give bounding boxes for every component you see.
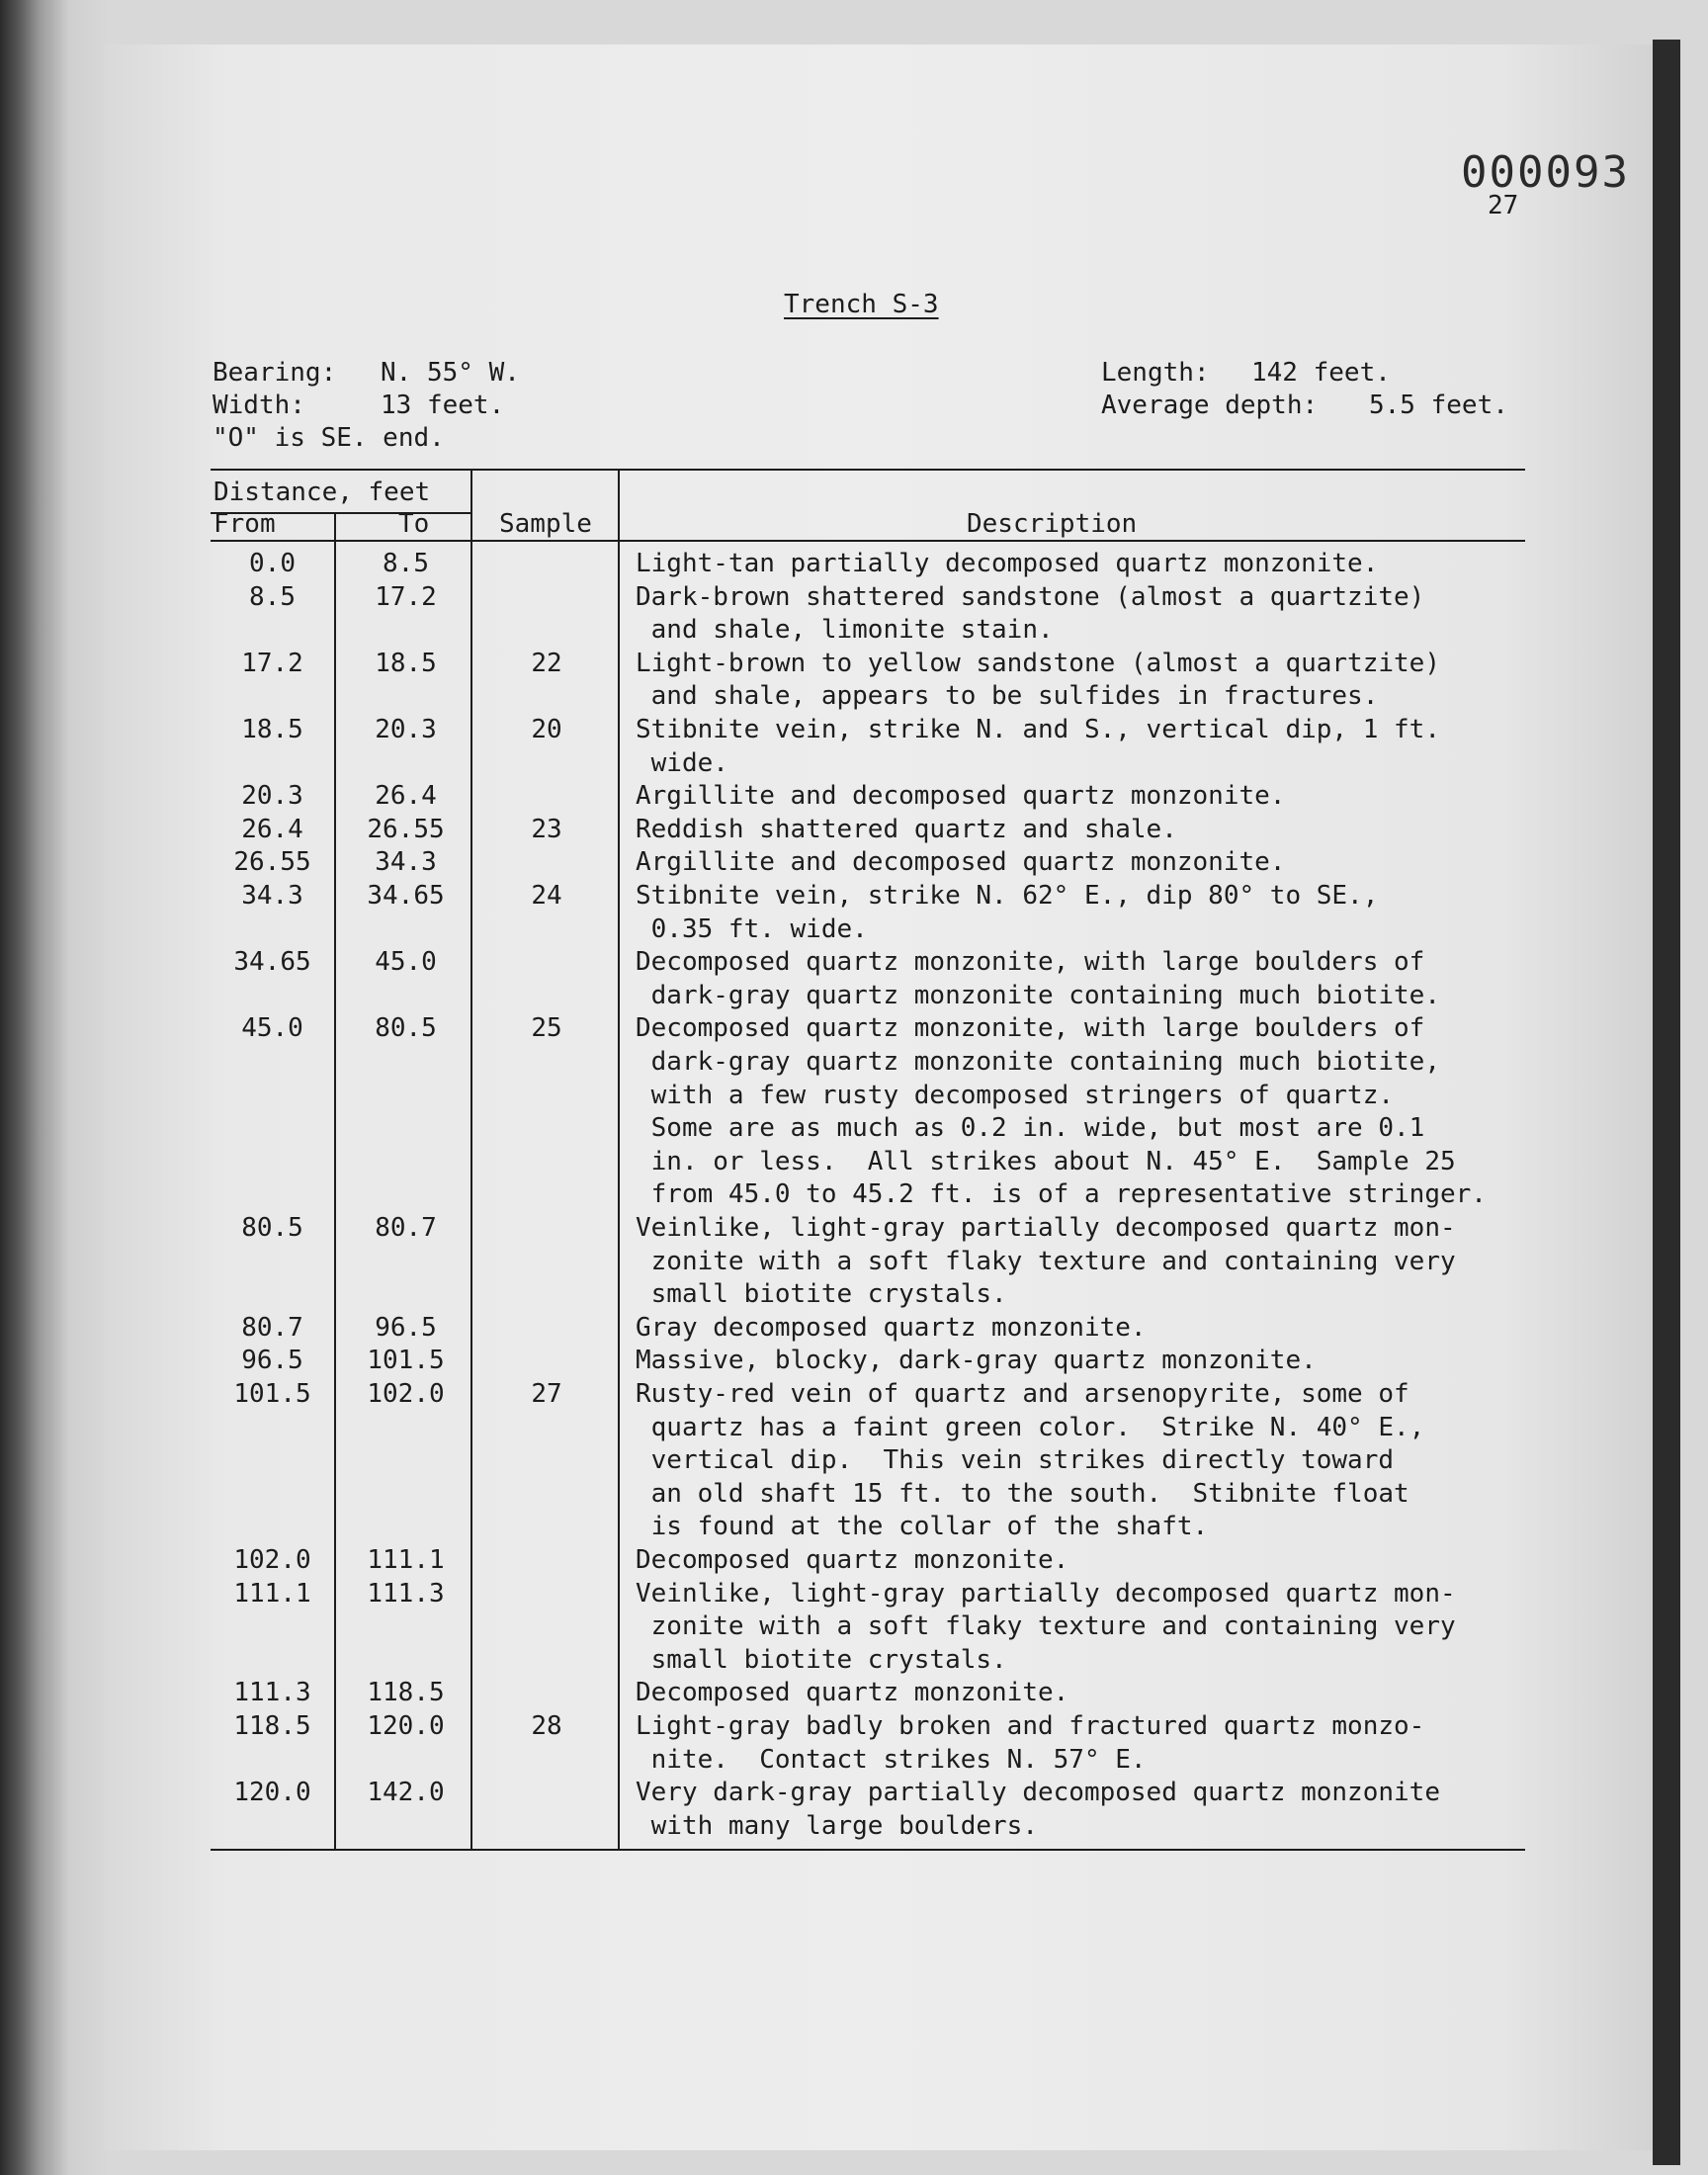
table-top-rule <box>211 469 1525 471</box>
description-line: dark-gray quartz monzonite containing much biotite, <box>636 1046 1440 1077</box>
description-line: Light-tan partially decomposed quartz monzonite. <box>636 549 1379 578</box>
from-cell: 118.5 <box>233 1711 311 1741</box>
from-cell: 0.0 <box>249 549 296 578</box>
description-line: small biotite crystals. <box>636 1644 1007 1675</box>
description-line: quartz has a faint green color. Strike N. 40° E., <box>636 1412 1425 1442</box>
description-line: an old shaft 15 ft. to the south. Stibnite float <box>636 1478 1409 1509</box>
to-cell: 18.5 <box>375 648 437 678</box>
from-cell: 80.5 <box>241 1213 303 1243</box>
table-bottom-rule <box>211 1849 1525 1851</box>
description-line: Stibnite vein, strike N. 62° E., dip 80° to SE., <box>636 881 1379 911</box>
sample-description-divider <box>618 469 620 1849</box>
description-line: Decomposed quartz monzonite. <box>636 1545 1069 1575</box>
from-cell: 111.3 <box>233 1678 311 1708</box>
sample-cell: 27 <box>531 1379 562 1409</box>
description-line: is found at the collar of the shaft. <box>636 1512 1209 1542</box>
description-line: Decomposed quartz monzonite, with large boulders of <box>636 947 1425 978</box>
description-line: in. or less. All strikes about N. 45° E. Sample 25 <box>636 1146 1456 1176</box>
to-cell: 34.65 <box>367 881 445 911</box>
from-cell: 34.65 <box>233 947 311 978</box>
average-depth-label: Average depth: <box>1101 391 1319 420</box>
binder-edge <box>1653 40 1680 2165</box>
description-header: Description <box>967 509 1138 539</box>
description-line: and shale, appears to be sulfides in fractures. <box>636 681 1379 712</box>
bearing-label: Bearing: <box>213 358 337 388</box>
description-line: Massive, blocky, dark-gray quartz monzonite. <box>636 1346 1317 1376</box>
description-line: Argillite and decomposed quartz monzonite. <box>636 847 1286 878</box>
zero-end-note: "O" is SE. end. <box>213 423 445 453</box>
to-cell: 26.4 <box>375 781 437 812</box>
from-cell: 120.0 <box>233 1778 311 1808</box>
to-cell: 111.1 <box>367 1545 445 1575</box>
document-number: 000093 <box>1461 147 1630 198</box>
page-number: 27 <box>1488 191 1519 220</box>
length-label: Length: <box>1101 358 1210 388</box>
length-value: 142 feet. <box>1251 358 1391 388</box>
from-cell: 26.4 <box>241 814 303 844</box>
description-line: Veinlike, light-gray partially decomposed quartz mon- <box>636 1578 1456 1609</box>
to-cell: 101.5 <box>367 1346 445 1376</box>
from-cell: 102.0 <box>233 1545 311 1575</box>
description-line: 0.35 ft. wide. <box>636 914 868 944</box>
to-cell: 45.0 <box>375 947 437 978</box>
description-line: nite. Contact strikes N. 57° E. <box>636 1744 1147 1775</box>
width-value: 13 feet. <box>381 391 505 420</box>
description-line: zonite with a soft flaky texture and containing very <box>636 1611 1456 1642</box>
sample-cell: 20 <box>531 715 562 744</box>
description-line: with many large boulders. <box>636 1810 1038 1841</box>
to-header: To <box>398 509 430 539</box>
description-line: vertical dip. This vein strikes directly toward <box>636 1445 1395 1476</box>
average-depth-value: 5.5 feet. <box>1369 391 1508 420</box>
description-line: Dark-brown shattered sandstone (almost a quartzite) <box>636 581 1425 612</box>
from-cell: 80.7 <box>241 1312 303 1343</box>
description-line: with a few rusty decomposed stringers of quartz. <box>636 1080 1395 1110</box>
to-cell: 96.5 <box>375 1312 437 1343</box>
to-cell: 80.7 <box>375 1213 437 1243</box>
description-line: small biotite crystals. <box>636 1279 1007 1310</box>
from-cell: 101.5 <box>233 1379 311 1409</box>
to-cell: 118.5 <box>367 1678 445 1708</box>
sample-cell: 28 <box>531 1711 562 1741</box>
from-cell: 45.0 <box>241 1013 303 1044</box>
from-cell: 96.5 <box>241 1346 303 1376</box>
from-cell: 18.5 <box>241 715 303 744</box>
to-cell: 20.3 <box>375 715 437 744</box>
sample-header: Sample <box>499 509 592 539</box>
sample-cell: 24 <box>531 881 562 911</box>
description-line: from 45.0 to 45.2 ft. is of a representative stringer. <box>636 1179 1487 1210</box>
from-cell: 111.1 <box>233 1578 311 1609</box>
to-cell: 26.55 <box>367 814 445 844</box>
from-cell: 8.5 <box>249 581 296 612</box>
from-header: From <box>214 509 276 539</box>
width-label: Width: <box>213 391 305 420</box>
description-line: Rusty-red vein of quartz and arsenopyrite, some of <box>636 1379 1409 1409</box>
from-cell: 26.55 <box>233 847 311 878</box>
from-cell: 34.3 <box>241 881 303 911</box>
sample-cell: 23 <box>531 814 562 844</box>
to-cell: 142.0 <box>367 1778 445 1808</box>
description-line: dark-gray quartz monzonite containing much biotite. <box>636 980 1440 1010</box>
description-line: Light-gray badly broken and fractured quartz monzo- <box>636 1711 1425 1741</box>
page-title: Trench S-3 <box>784 290 939 319</box>
sample-cell: 25 <box>531 1013 562 1044</box>
to-cell: 120.0 <box>367 1711 445 1741</box>
description-line: Very dark-gray partially decomposed quartz monzonite <box>636 1778 1440 1808</box>
distance-header: Distance, feet <box>214 478 431 507</box>
to-cell: 34.3 <box>375 847 437 878</box>
to-cell: 102.0 <box>367 1379 445 1409</box>
sample-cell: 22 <box>531 648 562 678</box>
from-cell: 20.3 <box>241 781 303 812</box>
to-cell: 80.5 <box>375 1013 437 1044</box>
description-line: wide. <box>636 747 728 778</box>
from-to-divider <box>334 512 336 1849</box>
description-line: Some are as much as 0.2 in. wide, but most are 0.1 <box>636 1113 1425 1144</box>
description-line: and shale, limonite stain. <box>636 615 1054 646</box>
description-line: Light-brown to yellow sandstone (almost a quartzite) <box>636 648 1440 678</box>
description-line: Decomposed quartz monzonite. <box>636 1678 1069 1708</box>
description-line: Stibnite vein, strike N. and S., vertical dip, 1 ft. <box>636 715 1440 744</box>
description-line: Decomposed quartz monzonite, with large boulders of <box>636 1013 1425 1044</box>
description-line: Veinlike, light-gray partially decomposed quartz mon- <box>636 1213 1456 1243</box>
from-cell: 17.2 <box>241 648 303 678</box>
description-line: Argillite and decomposed quartz monzonite. <box>636 781 1286 812</box>
bearing-value: N. 55° W. <box>381 358 520 388</box>
to-cell: 17.2 <box>375 581 437 612</box>
description-line: Reddish shattered quartz and shale. <box>636 814 1177 844</box>
description-line: Gray decomposed quartz monzonite. <box>636 1312 1147 1343</box>
description-line: zonite with a soft flaky texture and containing very <box>636 1246 1456 1276</box>
to-cell: 111.3 <box>367 1578 445 1609</box>
to-cell: 8.5 <box>383 549 429 578</box>
